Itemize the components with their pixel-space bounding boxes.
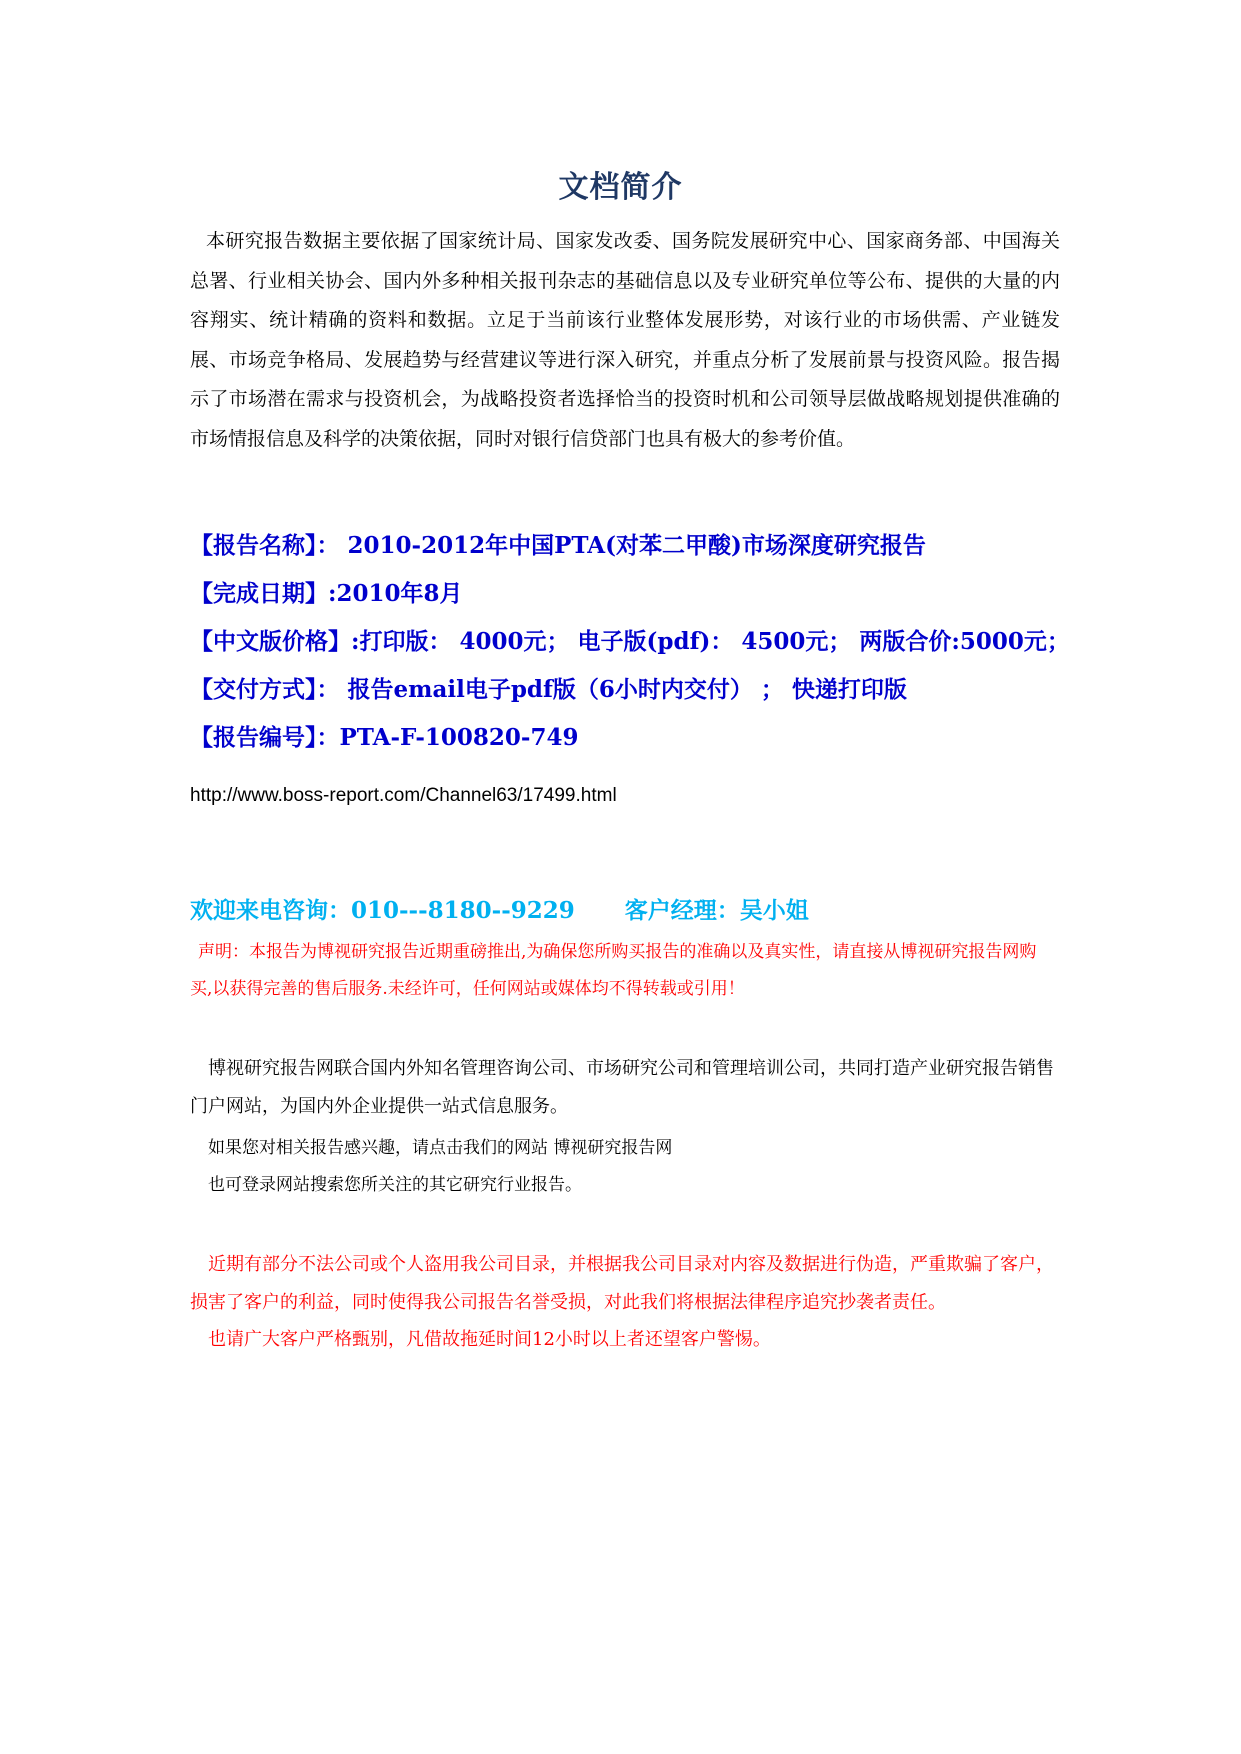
report-code-value: ：PTA-F-100820-749 xyxy=(316,724,579,751)
price-label: 【中文版价格】 xyxy=(190,628,351,655)
report-url-link[interactable]: http://www.boss-report.com/Channel63/17499.html xyxy=(190,785,617,806)
interest-line[interactable]: 如果您对相关报告感兴趣，请点击我们的网站 博视研究报告网 xyxy=(208,1138,673,1158)
delivery-label: 【交付方式】 xyxy=(190,676,317,703)
contact-phone: 欢迎来电咨询：010---8180--9229 xyxy=(190,897,575,924)
page-title: 文档简介 xyxy=(558,170,683,205)
report-code-row xyxy=(190,723,1090,753)
price-value: :打印版： 4000元； 电子版(pdf)： 4500元； 两版合价:5000元； xyxy=(351,628,1070,655)
completion-date-label: 【完成日期】 xyxy=(190,580,328,607)
intro-paragraph: 本研究报告数据主要依据了国家统计局、国家发改委、国务院发展研究中心、国家商务部、中国海关总署、行业相关协会、国内外多种相关报刊杂志的基础信息以及专业研究单位等公布、提供的大量的内容翔实、统计精确的资料和数据。立足于当前该行业整体发展形势，对该行业的市场供需、产业链发展、市场竞争格局、发展趋势与经营建议等进行深入研究，并重点分析了发展前景与投资风险。报告揭示了市场潜在需求与投资机会，为战略投资者选择恰当的投资时机和公司领导层做战略规划提供准确的市场情报信息及科学的决策依据，同时对银行信贷部门也具有极大的参考价值。 xyxy=(190,230,1060,450)
disclaimer-text: 声明：本报告为博视研究报告近期重磅推出,为确保您所购买报告的准确以及真实性，请直接从博视研究报告网购买,以获得完善的售后服务.未经许可，任何网站或媒体均不得转载或引用！ xyxy=(190,942,1037,999)
contact-line xyxy=(190,892,809,925)
report-name-label: 【报告名称】 xyxy=(190,532,317,559)
warning-line: 也请广大客户严格甄别，凡借故拖延时间12小时以上者还望客户警惕。 xyxy=(208,1329,771,1350)
completion-date-value: :2010年8月 xyxy=(328,580,463,607)
report-name-row xyxy=(190,531,1090,561)
report-code-label: 【报告编号】 xyxy=(190,724,317,751)
completion-date-row xyxy=(190,579,1090,609)
report-name-value: ： 2010-2012年中国PTA(对苯二甲酸)市场深度研究报告 xyxy=(316,532,926,559)
about-paragraph: 博视研究报告网联合国内外知名管理咨询公司、市场研究公司和管理培训公司，共同打造产业研究报告销售门户网站，为国内外企业提供一站式信息服务。 xyxy=(190,1058,1054,1117)
search-line: 也可登录网站搜索您所关注的其它研究行业报告。 xyxy=(208,1175,582,1195)
delivery-row xyxy=(190,675,1090,705)
price-row xyxy=(190,627,1090,657)
delivery-value: ： 报告email电子pdf版（6小时内交付） ； 快递打印版 xyxy=(316,676,907,703)
warning-paragraph: 近期有部分不法公司或个人盗用我公司目录，并根据我公司目录对内容及数据进行伪造，严重欺骗了客户，损害了客户的利益，同时使得我公司报告名誉受损，对此我们将根据法律程序追究抄袭者责任。 xyxy=(190,1254,1054,1313)
contact-manager: 客户经理：吴小姐 xyxy=(624,897,809,924)
